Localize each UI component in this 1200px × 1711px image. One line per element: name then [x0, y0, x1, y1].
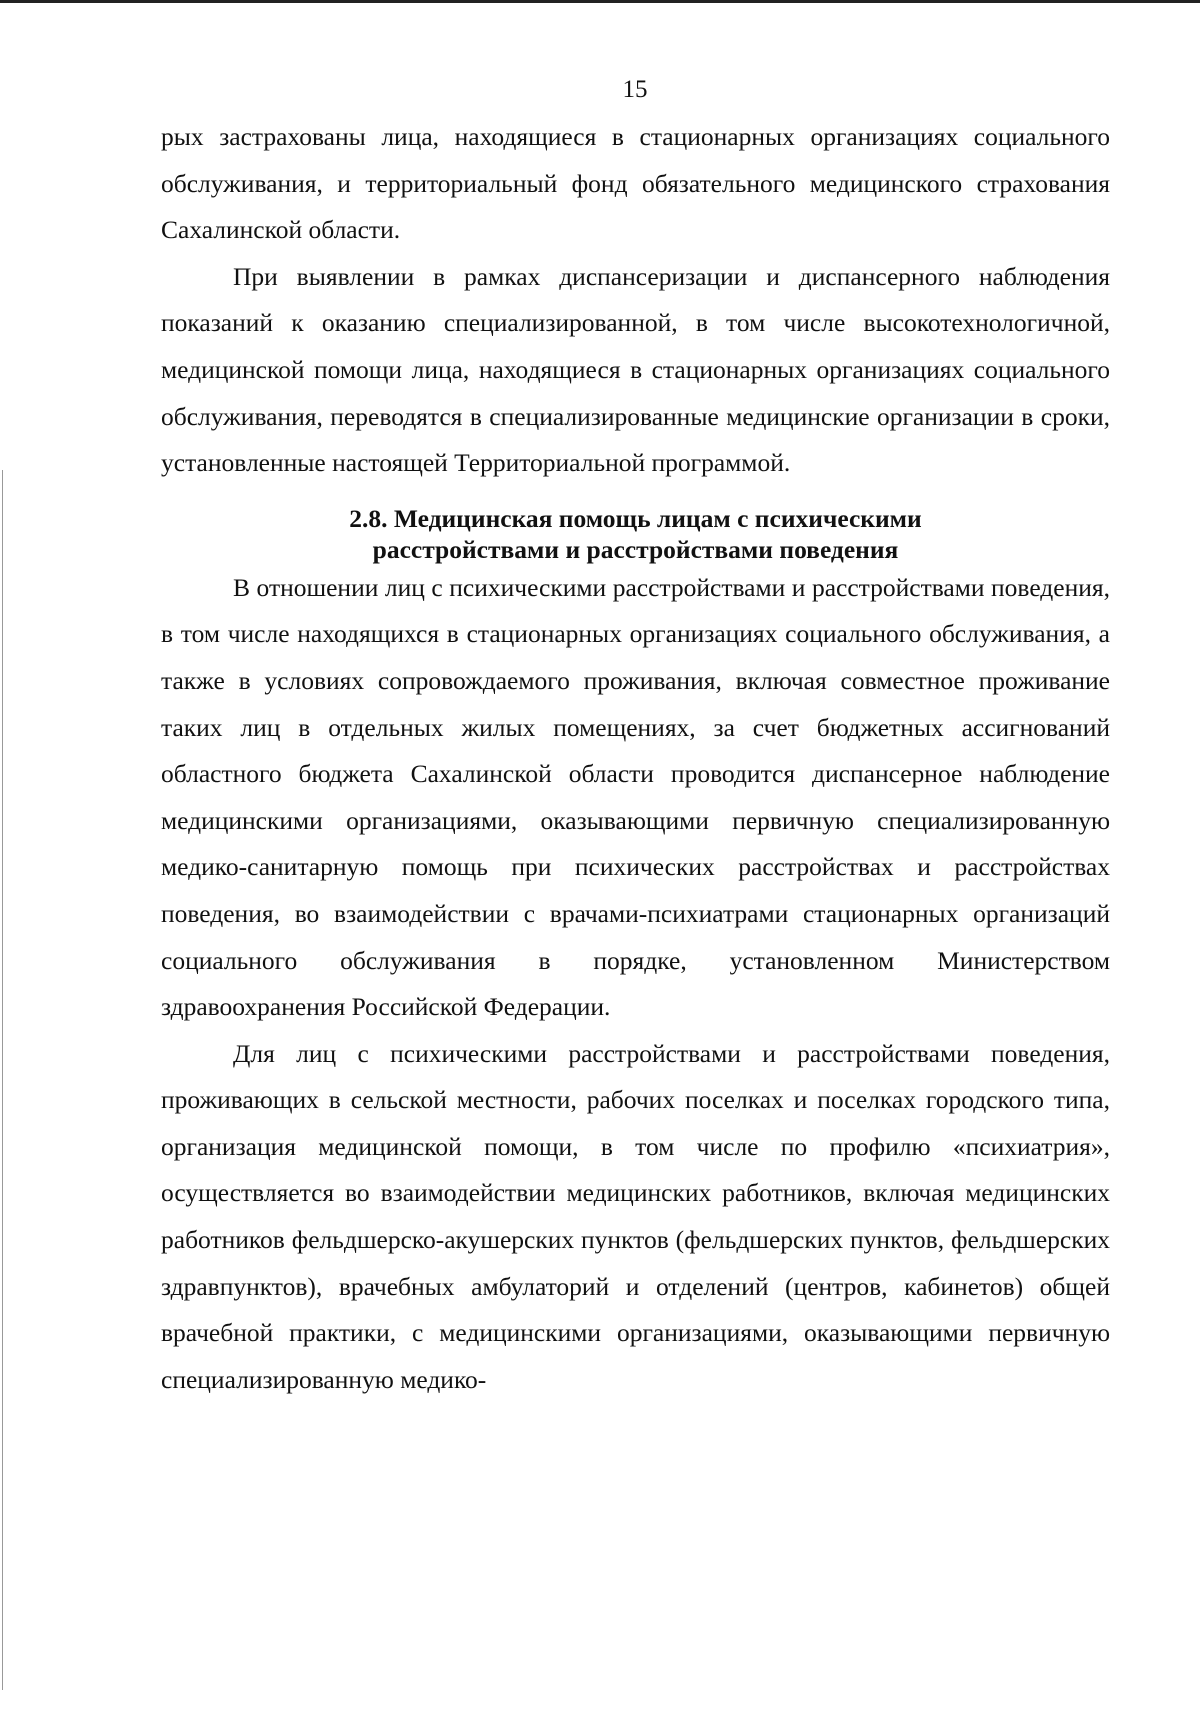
section-heading	[161, 503, 1110, 565]
top-scan-edge	[0, 0, 1200, 3]
paragraph-mental-disorders-observation: В отношении лиц с психическими расстройствами и расстройствами поведения, в том числе находящихся в стационарных организациях социального обслуживания, а также в условиях сопровождаемого проживания, включая совместное проживание таких лиц в отдельных жилых помещениях, за счет бюджетных ассигнований областного бюджета Сахалинской области проводится диспансерное наблюдение медицинскими организациями, оказывающими первичную специализированную медико-санитарную помощь при психических расстройствах и расстройствах поведения, во взаимодействии с врачами-психиатрами стационарных организаций социального обслуживания в порядке, установленном Министерством здравоохранения Российской Федерации.	[161, 572, 1110, 1022]
paragraph-rural-care: Для лиц с психическими расстройствами и расстройствами поведения, проживающих в сельской местности, рабочих поселках и поселках городского типа, организация медицинской помощи, в том числе по профилю «психиатрия», осуществляется во взаимодействии медицинских работников, включая медицинских работников фельдшерско-акушерских пунктов (фельдшерских пунктов, фельдшерских здравпунктов), врачебных амбулаторий и отделений (центров, кабинетов) общей врачебной практики, с медицинскими организациями, оказывающими первичную специализированную медико-	[161, 1038, 1110, 1394]
page-number: 15	[622, 76, 648, 103]
paragraph-continuation: рых застрахованы лица, находящиеся в стационарных организациях социального обслуживания, и территориальный фонд обязательного медицинского страхования Сахалинской области.	[161, 122, 1110, 245]
section-heading-line-2: расстройствами и расстройствами поведения	[372, 534, 899, 564]
left-scan-edge	[2, 470, 3, 1690]
section-heading-line-1: 2.8. Медицинская помощь лицам с психическими	[349, 503, 922, 533]
document-body	[161, 114, 1110, 1403]
paragraph-dispensary-transfer: При выявлении в рамках диспансеризации и диспансерного наблюдения показаний к оказанию специализированной, в том числе высокотехнологичной, медицинской помощи лица, находящиеся в стационарных организациях социального обслуживания, переводятся в специализированные медицинские организации в сроки, установленные настоящей Территориальной программой.	[161, 261, 1110, 478]
